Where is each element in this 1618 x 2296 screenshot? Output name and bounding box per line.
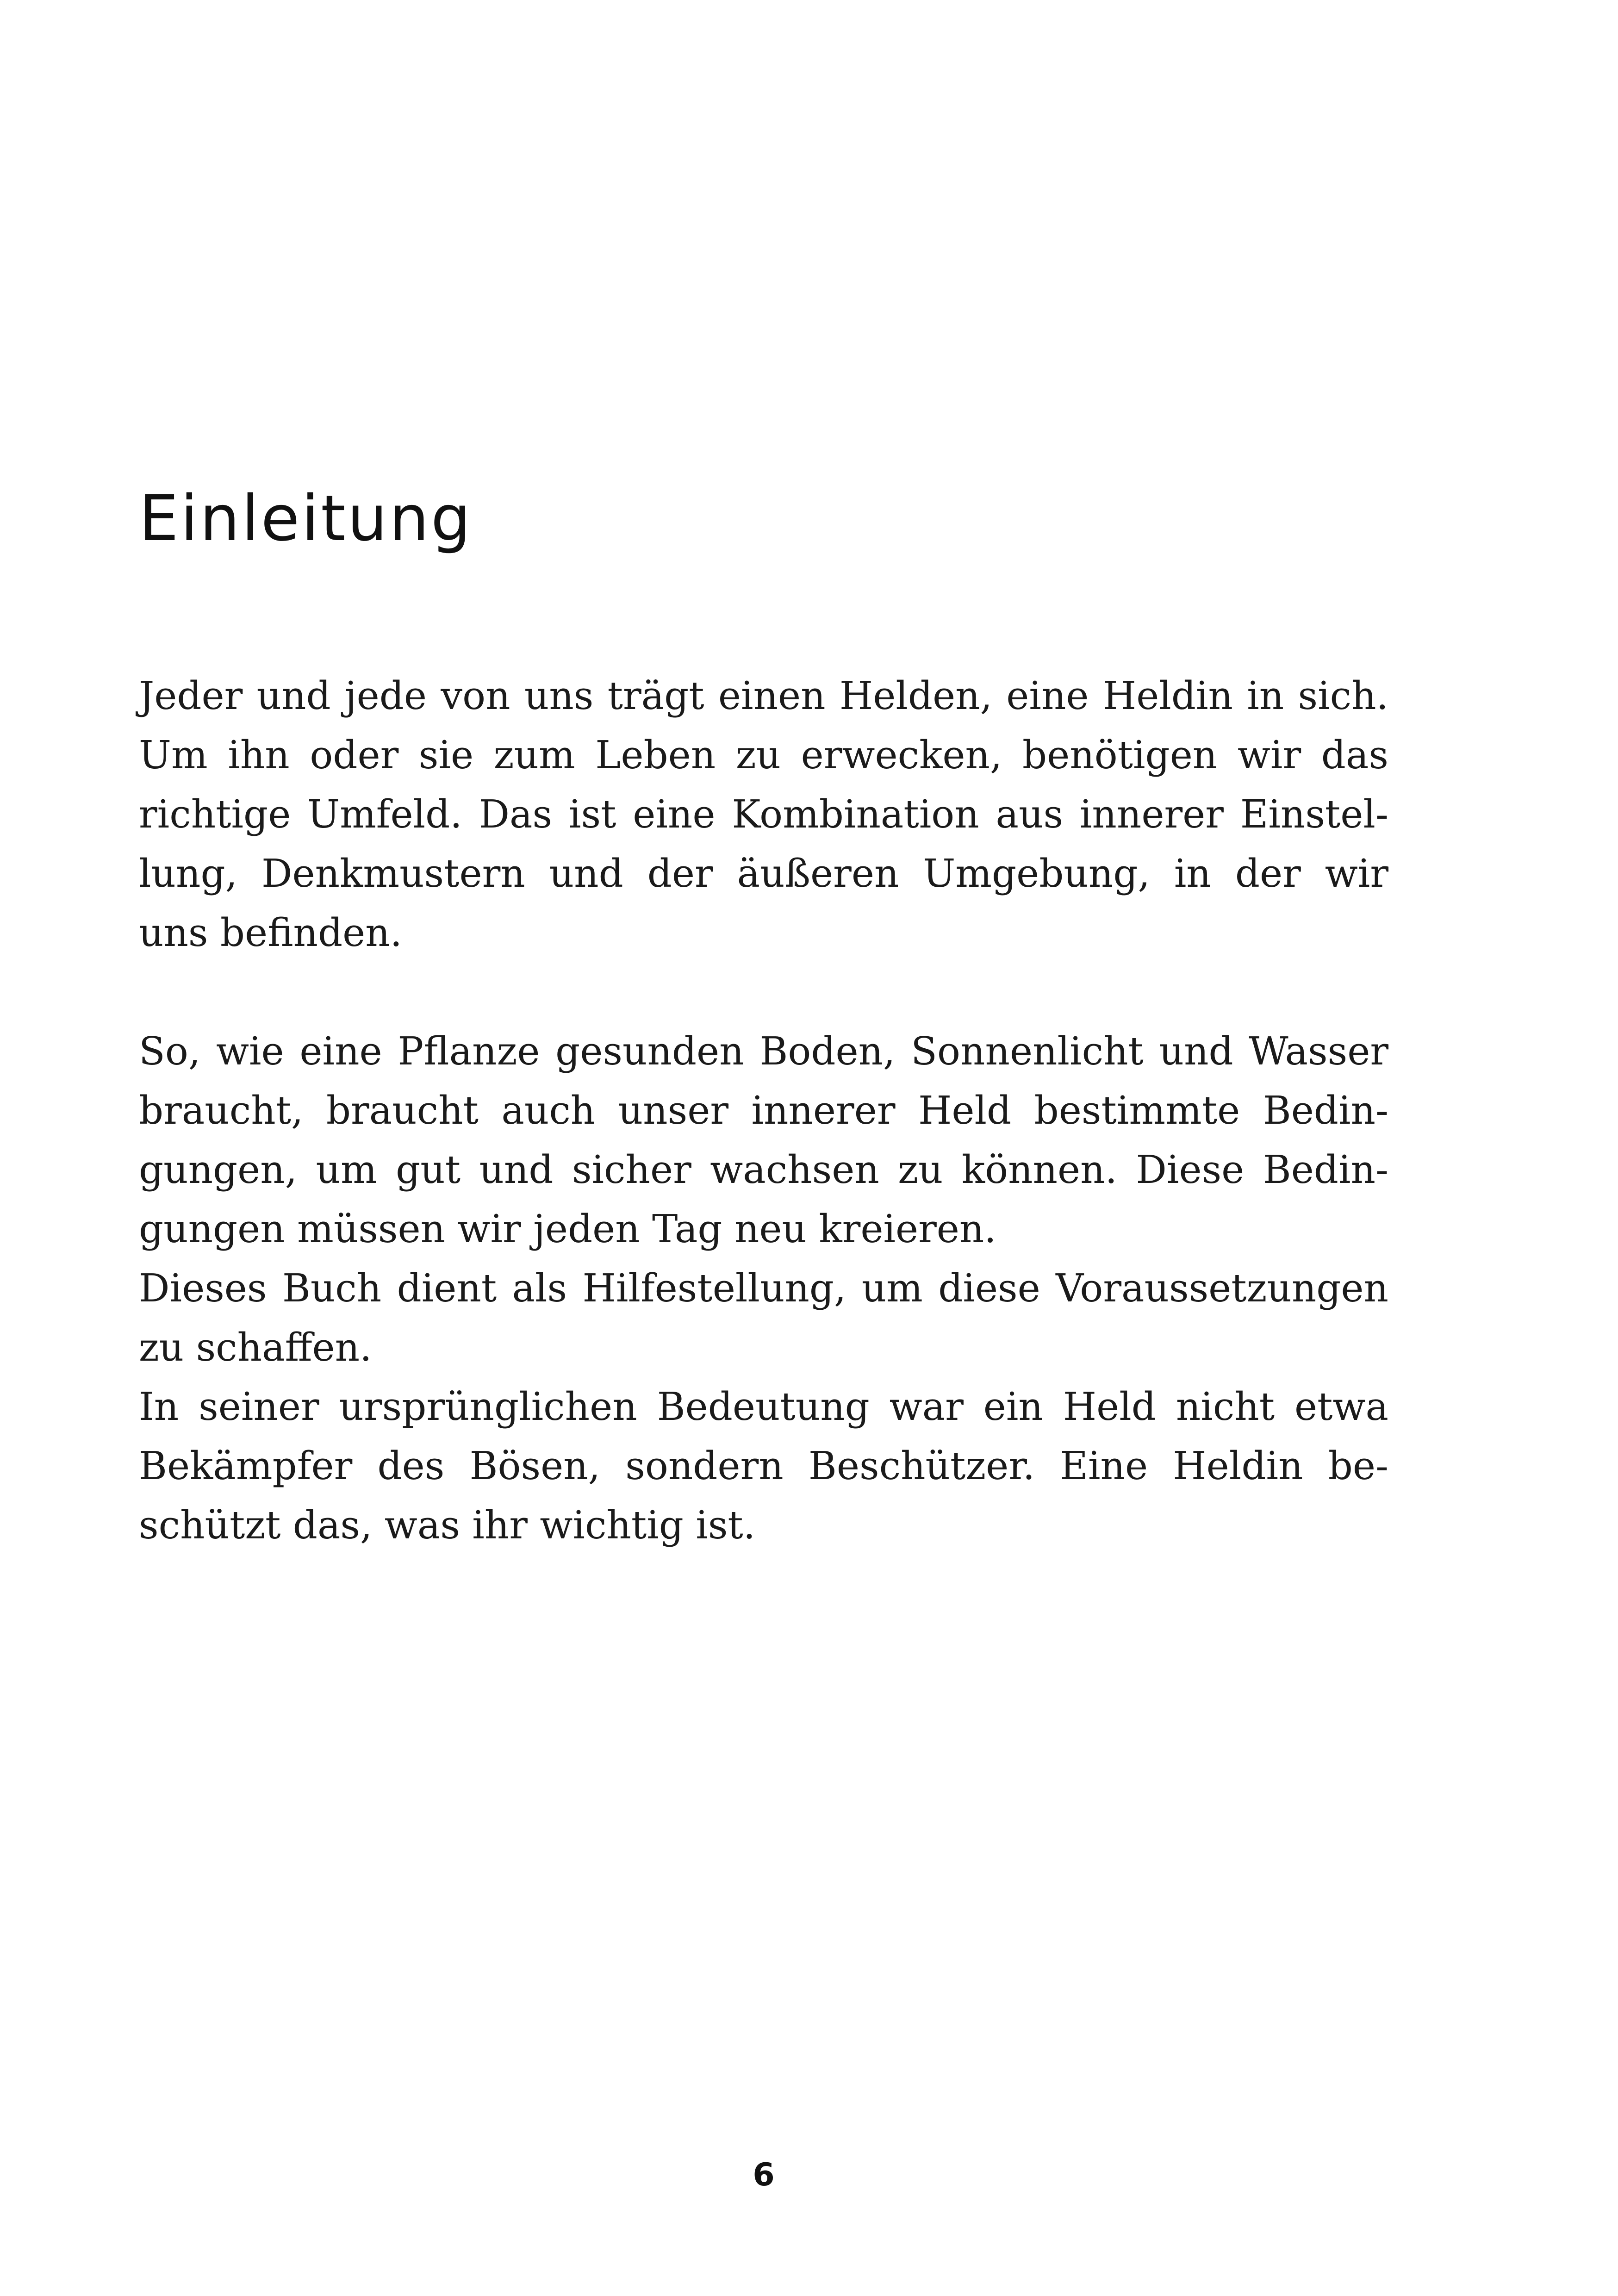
body-text <box>139 666 1388 1555</box>
text-line: richtige Umfeld. Das ist eine Kombination aus innerer Einstel- <box>139 792 1388 837</box>
paragraph-3 <box>139 1259 1388 1377</box>
text-line: Bekämpfer des Bösen, sondern Beschützer. Eine Heldin be- <box>139 1444 1388 1488</box>
chapter-heading: Einleitung <box>139 482 473 555</box>
paragraph-spacer <box>139 963 1388 1022</box>
text-line: zu schaffen. <box>139 1325 372 1370</box>
text-line: gungen müssen wir jeden Tag neu kreieren. <box>139 1207 996 1251</box>
text-line: Jeder und jede von uns trägt einen Helden, eine Heldin in sich. <box>139 673 1388 718</box>
text-line: In seiner ursprünglichen Bedeutung war ein Held nicht etwa <box>139 1384 1388 1429</box>
text-line: Um ihn oder sie zum Leben zu erwecken, benötigen wir das <box>139 733 1388 778</box>
page-number: 6 <box>753 2157 775 2193</box>
text-line: schützt das, was ihr wichtig ist. <box>139 1503 756 1548</box>
text-line: braucht, braucht auch unser innerer Held bestimmte Bedin- <box>139 1088 1388 1133</box>
paragraph-4 <box>139 1377 1388 1555</box>
text-line: Dieses Buch dient als Hilfestellung, um diese Voraussetzungen <box>139 1266 1388 1311</box>
text-line: gungen, um gut und sicher wachsen zu können. Diese Bedin- <box>139 1147 1388 1192</box>
paragraph-1 <box>139 666 1388 963</box>
text-line: lung, Denkmustern und der äußeren Umgebung, in der wir <box>139 851 1388 896</box>
paragraph-2 <box>139 1022 1388 1259</box>
text-line: So, wie eine Pflanze gesunden Boden, Sonnenlicht und Wasser <box>139 1029 1388 1074</box>
text-line: uns befinden. <box>139 910 403 955</box>
